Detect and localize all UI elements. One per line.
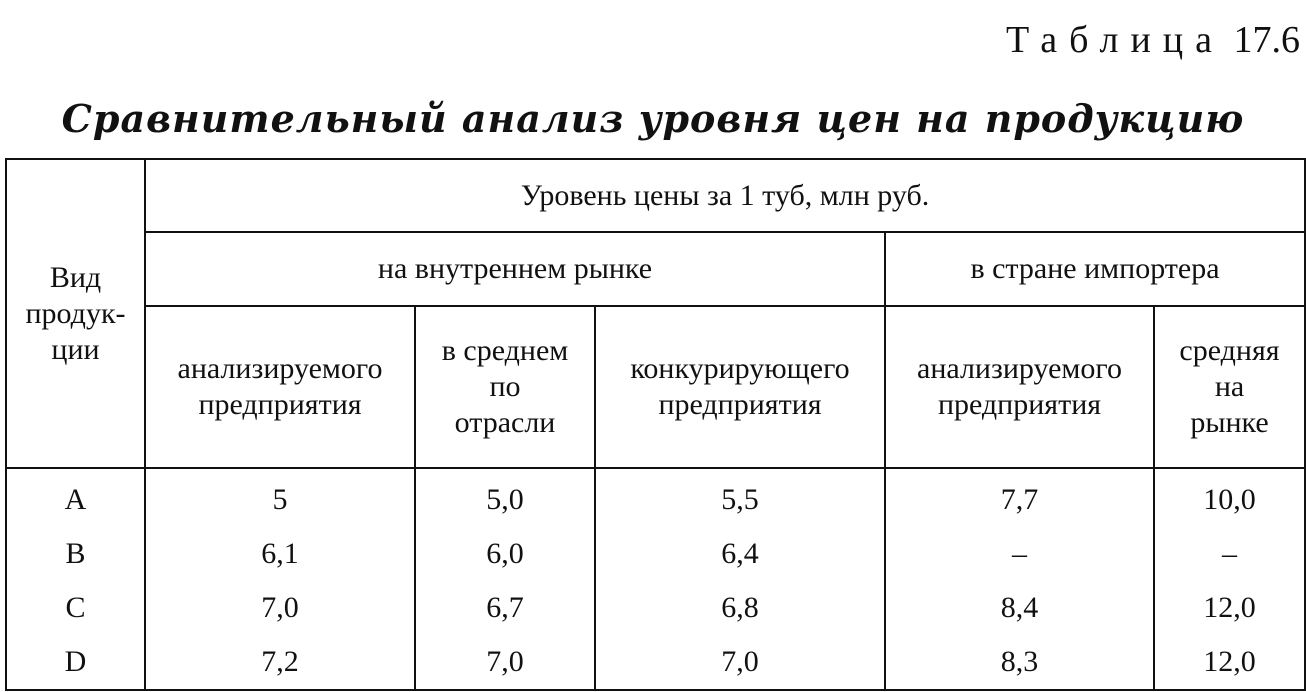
price-value-cell: 10,0 xyxy=(1154,468,1305,527)
column-header-line: предприятия xyxy=(198,388,362,421)
table-row xyxy=(6,581,1305,635)
column-header-line: по xyxy=(489,370,521,403)
price-value-cell: 8,3 xyxy=(885,635,1154,690)
table-number-label xyxy=(1006,18,1300,62)
price-value-cell: 5,0 xyxy=(415,468,595,527)
price-value-cell: 5 xyxy=(145,468,415,527)
price-value-cell: 7,0 xyxy=(145,581,415,635)
price-value-cell: 6,0 xyxy=(415,527,595,581)
header-product-kind xyxy=(6,159,145,468)
column-header-line: на xyxy=(1214,370,1245,403)
product-kind-cell: C xyxy=(6,581,145,635)
price-comparison-table xyxy=(5,158,1306,691)
header-product-kind-line: продук- xyxy=(25,296,126,330)
header-market-average xyxy=(1154,306,1305,468)
price-value-cell: 7,2 xyxy=(145,635,415,690)
table-row xyxy=(6,527,1305,581)
price-value-cell: 6,1 xyxy=(145,527,415,581)
price-value-cell: 6,4 xyxy=(595,527,885,581)
header-importer-country: в стране импортера xyxy=(885,232,1305,306)
header-analyzed-enterprise-importer xyxy=(885,306,1154,468)
column-header-line: в среднем xyxy=(441,334,569,367)
column-header-line: отрасли xyxy=(454,406,556,439)
column-header-line: предприятия xyxy=(937,388,1102,421)
column-header-line: анализируемого xyxy=(917,352,1122,385)
price-value-cell: – xyxy=(885,527,1154,581)
header-domestic-market: на внутреннем рынке xyxy=(145,232,885,306)
table-label-number: 17.6 xyxy=(1233,19,1300,61)
header-price-level: Уровень цены за 1 туб, млн руб. xyxy=(145,159,1305,232)
price-value-cell: – xyxy=(1154,527,1305,581)
price-value-cell: 7,0 xyxy=(595,635,885,690)
price-value-cell: 8,4 xyxy=(885,581,1154,635)
table-title: Сравнительный анализ уровня цен на продукцию xyxy=(61,96,1245,141)
product-kind-cell: D xyxy=(6,635,145,690)
header-competing-enterprise xyxy=(595,306,885,468)
price-value-cell: 7,7 xyxy=(885,468,1154,527)
price-value-cell: 12,0 xyxy=(1154,581,1305,635)
header-product-kind-line: Вид xyxy=(49,260,102,294)
table-row xyxy=(6,635,1305,690)
header-analyzed-enterprise-domestic xyxy=(145,306,415,468)
column-header-line: анализируемого xyxy=(177,352,383,385)
price-value-cell: 7,0 xyxy=(415,635,595,690)
column-header-line: рынке xyxy=(1190,406,1269,439)
price-value-cell: 6,8 xyxy=(595,581,885,635)
product-kind-cell: A xyxy=(6,468,145,527)
column-header-line: конкурирующего xyxy=(630,352,850,385)
product-kind-cell: B xyxy=(6,527,145,581)
price-value-cell: 5,5 xyxy=(595,468,885,527)
price-value-cell: 12,0 xyxy=(1154,635,1305,690)
column-header-line: предприятия xyxy=(658,388,822,421)
column-header-line: средняя xyxy=(1179,334,1280,367)
price-value-cell: 6,7 xyxy=(415,581,595,635)
table-label-word: Таблица xyxy=(1005,19,1224,61)
table-row xyxy=(6,468,1305,527)
header-industry-average xyxy=(415,306,595,468)
header-product-kind-line: ции xyxy=(51,332,100,366)
